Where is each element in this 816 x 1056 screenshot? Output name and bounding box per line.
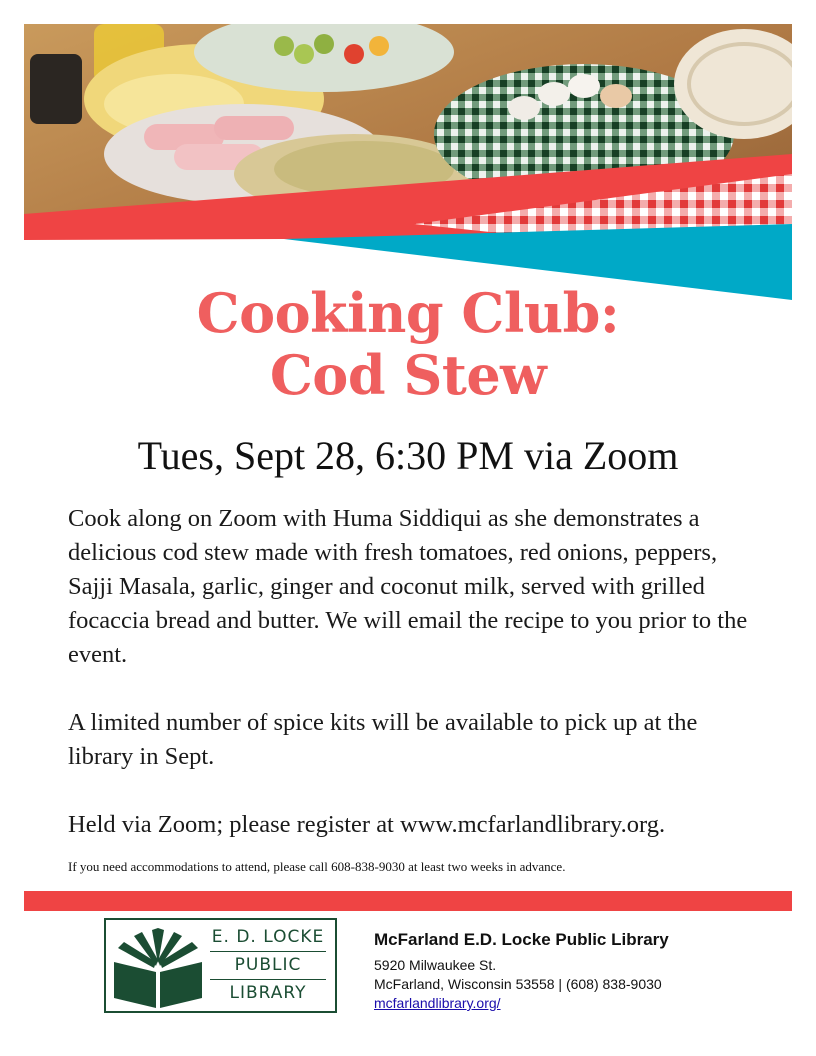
description-paragraph: Cook along on Zoom with Huma Siddiqui as she demonstrates a delicious cod stew made with fresh tomatoes, red onions, peppers, Sajji Masala, garlic, ginger and coconut milk, served with grilled focaccia bread and butter. We will email the recipe to you prior to the event. (68, 505, 748, 668)
library-name: McFarland E.D. Locke Public Library (374, 930, 669, 949)
logo-line1: E. D. LOCKE (211, 927, 325, 947)
accommodations-note: If you need accommodations to attend, please call 608-838-9030 at least two weeks in advance. (68, 859, 566, 874)
event-title (24, 282, 792, 406)
library-contact (374, 928, 784, 1013)
open-book-icon (112, 926, 204, 1008)
library-website-link[interactable]: mcfarlandlibrary.org/ (374, 995, 501, 1011)
spice-kits-paragraph: A limited number of spice kits will be available to pick up at the library in Sept. (68, 709, 698, 770)
logo-line3: LIBRARY (229, 983, 307, 1003)
library-logo (104, 918, 337, 1013)
library-city-phone: McFarland, Wisconsin 53558 | (608) 838-9030 (374, 976, 662, 992)
registration-paragraph: Held via Zoom; please register at www.mcfarlandlibrary.org. (68, 811, 666, 838)
event-description (68, 502, 758, 842)
hero-food-photo (24, 24, 792, 300)
event-title-line2: Cod Stew (269, 343, 547, 407)
event-datetime: Tues, Sept 28, 6:30 PM via Zoom (137, 433, 679, 478)
logo-text (210, 924, 326, 1007)
event-title-line1: Cooking Club: (196, 281, 620, 345)
logo-line2: PUBLIC (210, 951, 326, 980)
library-address: 5920 Milwaukee St. (374, 957, 497, 973)
divider-bar (24, 891, 792, 911)
